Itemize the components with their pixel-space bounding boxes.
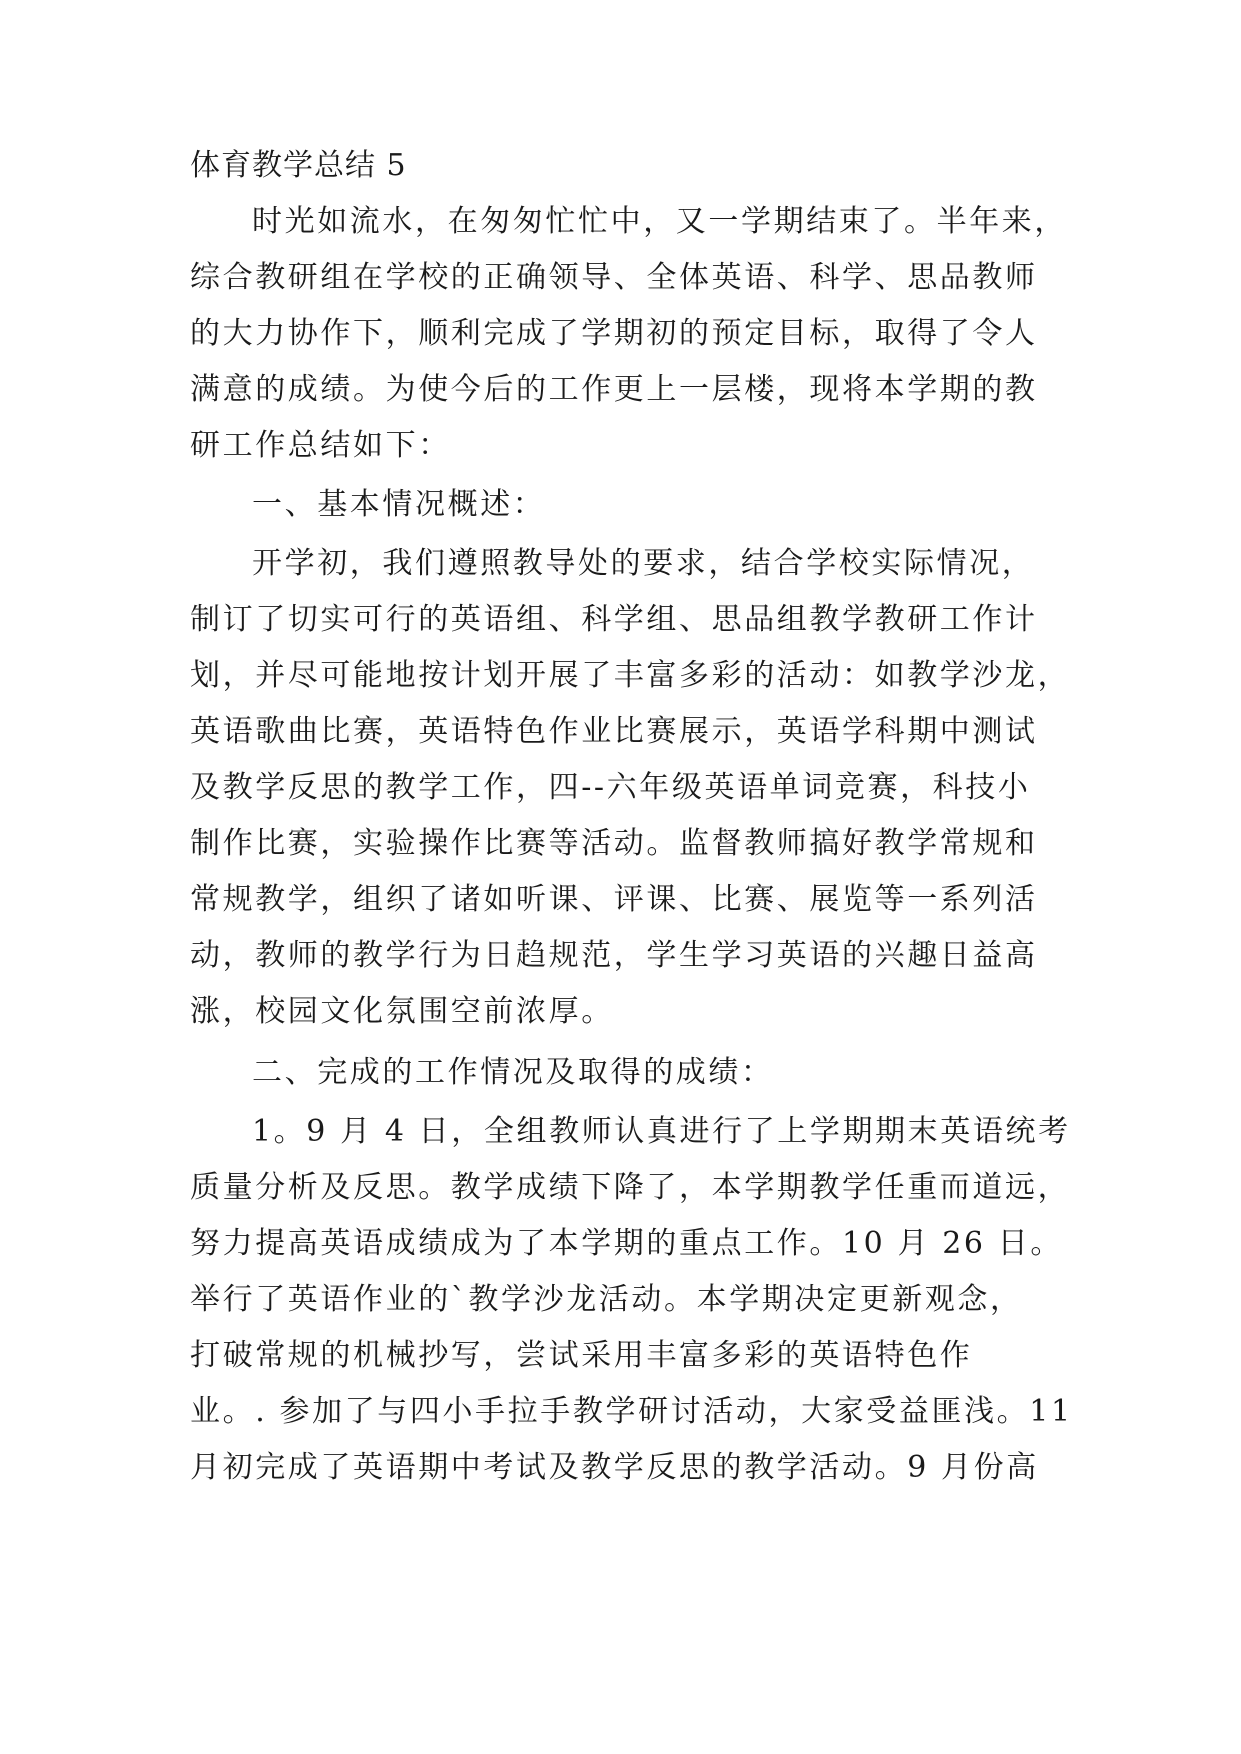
text-line: 质量分析及反思。教学成绩下降了，本学期教学任重而道远， [190, 1170, 1071, 1205]
text-line: 1。9 月 4 日，全组教师认真进行了上学期期末英语统考 [252, 1114, 1071, 1149]
text-line: 动，教师的教学行为日趋规范，学生学习英语的兴趣日益高 [190, 938, 1038, 973]
text-line: 开学初，我们遵照教导处的要求，结合学校实际情况， [252, 546, 1035, 581]
text-line: 努力提高英语成绩成为了本学期的重点工作。10 月 26 日。 [190, 1226, 1063, 1261]
text-line: 业。. 参加了与四小手拉手教学研讨活动，大家受益匪浅。11 [190, 1394, 1073, 1429]
text-line: 的大力协作下，顺利完成了学期初的预定目标，取得了令人 [190, 316, 1038, 351]
text-line: 时光如流水，在匆匆忙忙中，又一学期结束了。半年来， [252, 204, 1067, 239]
text-line: 打破常规的机械抄写，尝试采用丰富多彩的英语特色作 [190, 1338, 973, 1373]
text-line: 研工作总结如下： [190, 428, 451, 463]
section-heading: 二、完成的工作情况及取得的成绩： [252, 1055, 774, 1090]
text-line: 制订了切实可行的英语组、科学组、思品组教学教研工作计 [190, 602, 1038, 637]
text-line: 划，并尽可能地按计划开展了丰富多彩的活动：如教学沙龙， [190, 658, 1071, 693]
text-line: 及教学反思的教学工作，四--六年级英语单词竞赛，科技小 [190, 770, 1031, 805]
text-line: 常规教学，组织了诸如听课、评课、比赛、展览等一系列活 [190, 882, 1038, 917]
text-line: 制作比赛，实验操作比赛等活动。监督教师搞好教学常规和 [190, 826, 1038, 861]
document-title: 体育教学总结 5 [190, 148, 407, 183]
text-line: 英语歌曲比赛，英语特色作业比赛展示，英语学科期中测试 [190, 714, 1038, 749]
text-line: 涨，校园文化氛围空前浓厚。 [190, 994, 614, 1029]
text-line: 举行了英语作业的`教学沙龙活动。本学期决定更新观念， [190, 1282, 1023, 1317]
section-heading: 一、基本情况概述： [252, 487, 546, 522]
text-line: 满意的成绩。为使今后的工作更上一层楼，现将本学期的教 [190, 372, 1038, 407]
text-line: 综合教研组在学校的正确领导、全体英语、科学、思品教师 [190, 260, 1038, 295]
text-line: 月初完成了英语期中考试及教学反思的教学活动。9 月份高 [190, 1450, 1039, 1485]
